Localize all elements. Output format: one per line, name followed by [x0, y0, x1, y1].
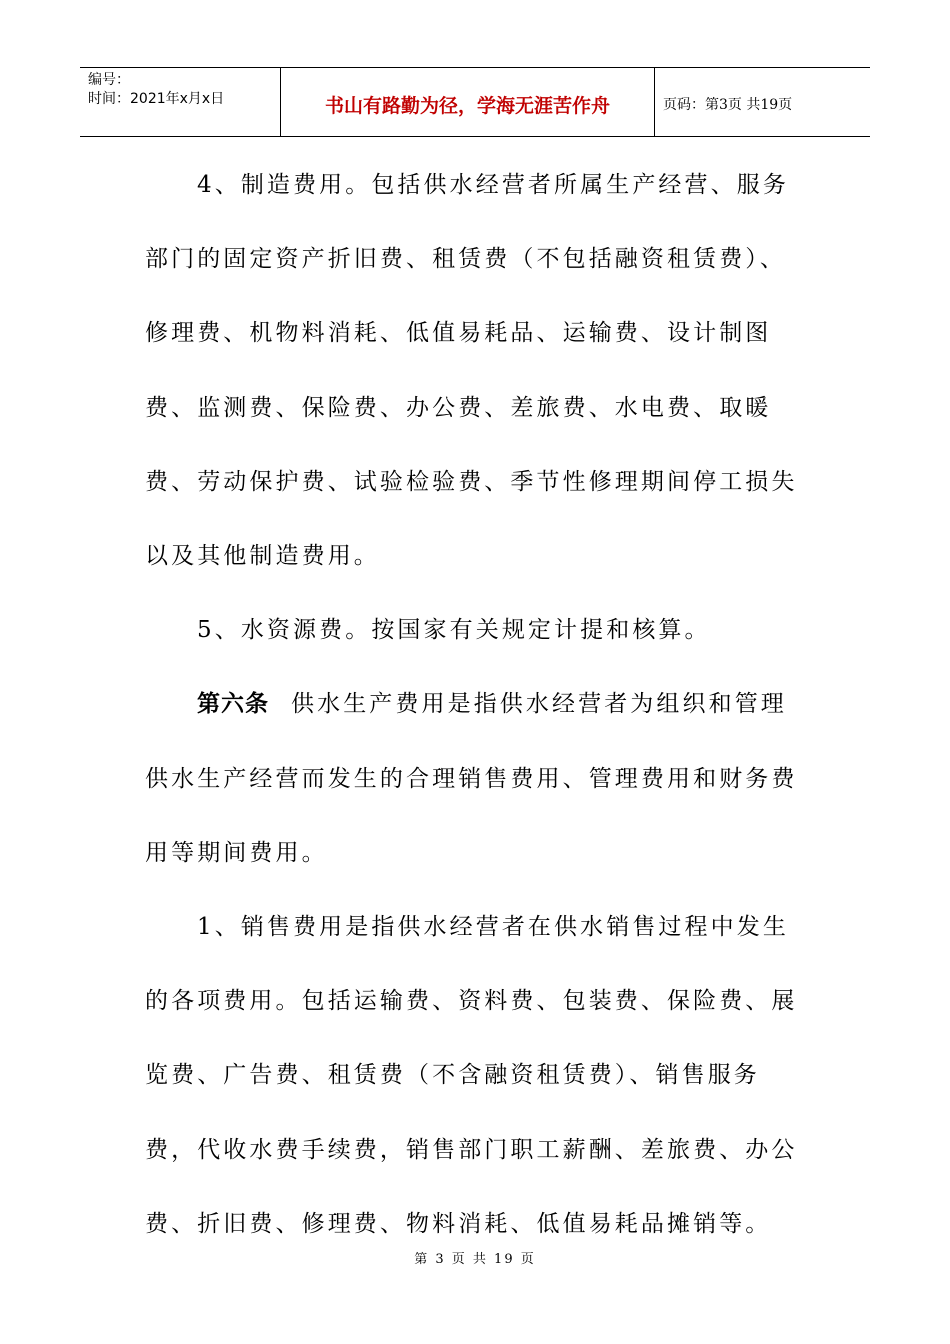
number-label: 编号： [88, 72, 130, 88]
paragraph-manufacturing-cost: 4、制造费用。包括供水经营者所属生产经营、服务部门的固定资产折旧费、租赁费（不包括融资租赁费）、修理费、机物料消耗、低值易耗品、运输费、设计制图费、监测费、保险费、办公费、差旅费、水电费、取暖费、劳动保护费、试验检验费、季节性修理期间停工损失以及其他制造费用。 [145, 172, 798, 570]
article-heading: 第六条 [197, 691, 269, 718]
header-page-info: 页码：第3页 共19页 [663, 97, 793, 113]
page-footer: 第 3 页 共 19 页 [414, 1252, 536, 1267]
header-motto: 书山有路勤为径，学海无涯苦作舟 [281, 68, 655, 136]
header-info-cell [80, 68, 281, 136]
paragraph-article-six [145, 667, 805, 890]
article-six-text: 供水生产费用是指供水经营者为组织和管理供水生产经营而发生的合理销售费用、管理费用和财务费用等期间费用。 [145, 691, 798, 866]
page-header [80, 67, 870, 137]
paragraph-sales-cost: 1、销售费用是指供水经营者在供水销售过程中发生的各项费用。包括运输费、资料费、包装费、保险费、展览费、广告费、租赁费（不含融资租赁费）、销售服务费，代收水费手续费，销售部门职工薪酬、差旅费、办公费、折旧费、修理费、物料消耗、低值易耗品摊销等。 [145, 914, 798, 1237]
date-label: 时间：2021年x月x日 [88, 91, 225, 107]
paragraph-water-resource-fee: 5、水资源费。按国家有关规定计提和核算。 [197, 617, 711, 644]
document-body [145, 148, 805, 1261]
